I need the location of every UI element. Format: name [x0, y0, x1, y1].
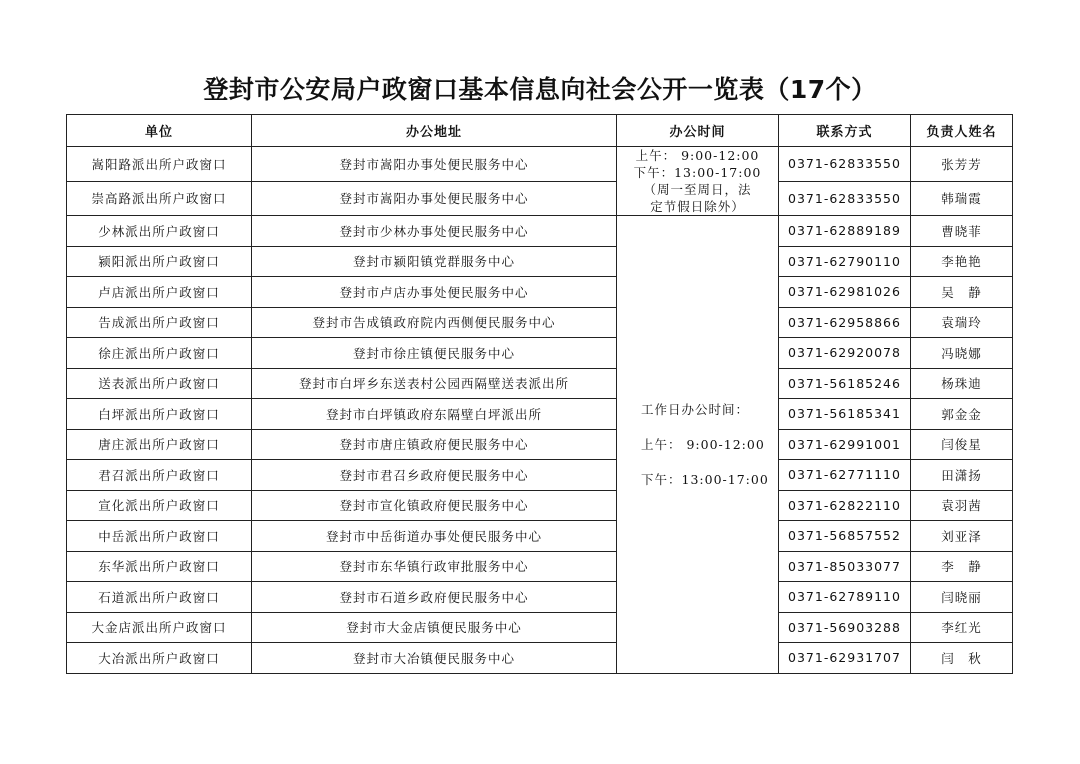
person-cell: 杨珠迪: [911, 368, 1013, 399]
phone-cell: 0371-62789110: [779, 582, 911, 613]
address-cell: 登封市石道乡政府便民服务中心: [252, 582, 617, 613]
person-cell: 闫俊星: [911, 429, 1013, 460]
phone-cell: 0371-62981026: [779, 277, 911, 308]
header-person: 负责人姓名: [911, 115, 1013, 147]
unit-cell: 君召派出所户政窗口: [67, 460, 252, 491]
unit-cell: 徐庄派出所户政窗口: [67, 338, 252, 369]
unit-cell: 白坪派出所户政窗口: [67, 399, 252, 430]
table-row: [67, 643, 1013, 674]
address-cell: 登封市告成镇政府院内西侧便民服务中心: [252, 307, 617, 338]
hours-line: 工作日办公时间：: [641, 401, 750, 417]
table-row: [67, 147, 1013, 182]
address-cell: 登封市嵩阳办事处便民服务中心: [252, 181, 617, 216]
phone-cell: 0371-56185246: [779, 368, 911, 399]
person-cell: 曹晓菲: [911, 216, 1013, 247]
address-cell: 登封市君召乡政府便民服务中心: [252, 460, 617, 491]
hours-line: 上午： 9:00-12:00: [635, 148, 760, 163]
unit-cell: 卢店派出所户政窗口: [67, 277, 252, 308]
address-cell: 登封市嵩阳办事处便民服务中心: [252, 147, 617, 182]
unit-cell: 中岳派出所户政窗口: [67, 521, 252, 552]
address-cell: 登封市东华镇行政审批服务中心: [252, 551, 617, 582]
person-cell: 闫晓丽: [911, 582, 1013, 613]
phone-cell: 0371-62833550: [779, 181, 911, 216]
table-row: [67, 181, 1013, 216]
person-cell: 田潇扬: [911, 460, 1013, 491]
address-cell: 登封市大金店镇便民服务中心: [252, 612, 617, 643]
table-row: [67, 246, 1013, 277]
table-row: [67, 460, 1013, 491]
phone-cell: 0371-56185341: [779, 399, 911, 430]
phone-cell: 0371-62931707: [779, 643, 911, 674]
phone-cell: 0371-62958866: [779, 307, 911, 338]
header-address: 办公地址: [252, 115, 617, 147]
unit-cell: 少林派出所户政窗口: [67, 216, 252, 247]
table-row: [67, 216, 1013, 247]
person-cell: 李 静: [911, 551, 1013, 582]
address-cell: 登封市颍阳镇党群服务中心: [252, 246, 617, 277]
table-row: [67, 399, 1013, 430]
table-row: [67, 429, 1013, 460]
person-cell: 郭金金: [911, 399, 1013, 430]
phone-cell: 0371-62889189: [779, 216, 911, 247]
person-cell: 袁瑞玲: [911, 307, 1013, 338]
header-contact: 联系方式: [779, 115, 911, 147]
hours-line: 定节假日除外）: [650, 199, 745, 214]
phone-cell: 0371-56903288: [779, 612, 911, 643]
phone-cell: 0371-62790110: [779, 246, 911, 277]
unit-cell: 大冶派出所户政窗口: [67, 643, 252, 674]
address-cell: 登封市白坪镇政府东隔壁白坪派出所: [252, 399, 617, 430]
unit-cell: 东华派出所户政窗口: [67, 551, 252, 582]
phone-cell: 0371-62822110: [779, 490, 911, 521]
hours-line: （周一至周日，法: [643, 182, 752, 197]
phone-cell: 0371-62991001: [779, 429, 911, 460]
unit-cell: 石道派出所户政窗口: [67, 582, 252, 613]
person-cell: 张芳芳: [911, 147, 1013, 182]
address-cell: 登封市中岳街道办事处便民服务中心: [252, 521, 617, 552]
phone-cell: 0371-62771110: [779, 460, 911, 491]
hours-line: 上午： 9:00-12:00: [641, 436, 765, 452]
table-row: [67, 277, 1013, 308]
hours-cell-group2: [617, 216, 779, 674]
address-cell: 登封市少林办事处便民服务中心: [252, 216, 617, 247]
address-cell: 登封市白坪乡东送表村公园西隔壁送表派出所: [252, 368, 617, 399]
person-cell: 刘亚泽: [911, 521, 1013, 552]
address-cell: 登封市大冶镇便民服务中心: [252, 643, 617, 674]
header-hours: 办公时间: [617, 115, 779, 147]
table-row: [67, 307, 1013, 338]
person-cell: 冯晓娜: [911, 338, 1013, 369]
address-cell: 登封市徐庄镇便民服务中心: [252, 338, 617, 369]
table-row: [67, 582, 1013, 613]
info-table: [66, 114, 1013, 674]
table-row: [67, 521, 1013, 552]
address-cell: 登封市宣化镇政府便民服务中心: [252, 490, 617, 521]
page-title: 登封市公安局户政窗口基本信息向社会公开一览表（17个）: [203, 75, 877, 104]
table-row: [67, 368, 1013, 399]
person-cell: 吴 静: [911, 277, 1013, 308]
person-cell: 李艳艳: [911, 246, 1013, 277]
person-cell: 袁羽茜: [911, 490, 1013, 521]
unit-cell: 崇高路派出所户政窗口: [67, 181, 252, 216]
hours-line: 下午：13:00-17:00: [633, 165, 762, 180]
person-cell: 韩瑞霞: [911, 181, 1013, 216]
unit-cell: 告成派出所户政窗口: [67, 307, 252, 338]
phone-cell: 0371-56857552: [779, 521, 911, 552]
address-cell: 登封市唐庄镇政府便民服务中心: [252, 429, 617, 460]
header-unit: 单位: [67, 115, 252, 147]
person-cell: 闫 秋: [911, 643, 1013, 674]
unit-cell: 唐庄派出所户政窗口: [67, 429, 252, 460]
unit-cell: 送表派出所户政窗口: [67, 368, 252, 399]
table-header-row: [67, 115, 1013, 147]
hours-line: 下午：13:00-17:00: [641, 471, 769, 487]
unit-cell: 嵩阳路派出所户政窗口: [67, 147, 252, 182]
address-cell: 登封市卢店办事处便民服务中心: [252, 277, 617, 308]
unit-cell: 颍阳派出所户政窗口: [67, 246, 252, 277]
phone-cell: 0371-85033077: [779, 551, 911, 582]
unit-cell: 宣化派出所户政窗口: [67, 490, 252, 521]
phone-cell: 0371-62833550: [779, 147, 911, 182]
unit-cell: 大金店派出所户政窗口: [67, 612, 252, 643]
person-cell: 李红光: [911, 612, 1013, 643]
hours-cell-group1: [617, 147, 779, 216]
table-row: [67, 490, 1013, 521]
table-row: [67, 338, 1013, 369]
phone-cell: 0371-62920078: [779, 338, 911, 369]
table-row: [67, 612, 1013, 643]
table-row: [67, 551, 1013, 582]
